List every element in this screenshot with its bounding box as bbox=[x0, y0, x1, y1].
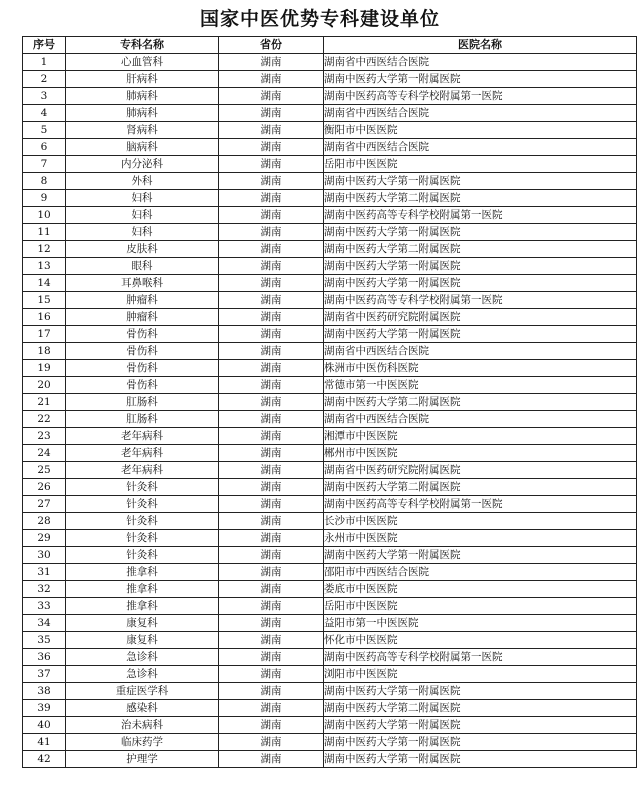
cell-province: 湖南 bbox=[219, 343, 324, 360]
cell-province: 湖南 bbox=[219, 700, 324, 717]
cell-hospital: 衡阳市中医医院 bbox=[324, 122, 637, 139]
cell-hospital: 常德市第一中医医院 bbox=[324, 377, 637, 394]
cell-no: 17 bbox=[23, 326, 66, 343]
cell-province: 湖南 bbox=[219, 88, 324, 105]
cell-hospital: 湖南中医药大学第二附属医院 bbox=[324, 241, 637, 258]
table-row bbox=[23, 71, 637, 88]
table-row bbox=[23, 666, 637, 683]
cell-hospital: 湖南中医药高等专科学校附属第一医院 bbox=[324, 207, 637, 224]
cell-no: 12 bbox=[23, 241, 66, 258]
cell-province: 湖南 bbox=[219, 241, 324, 258]
cell-hospital: 湖南中医药大学第一附属医院 bbox=[324, 717, 637, 734]
cell-hospital: 湖南中医药大学第二附属医院 bbox=[324, 700, 637, 717]
table-row bbox=[23, 564, 637, 581]
specialty-table bbox=[22, 36, 637, 768]
cell-province: 湖南 bbox=[219, 564, 324, 581]
cell-no: 18 bbox=[23, 343, 66, 360]
cell-no: 36 bbox=[23, 649, 66, 666]
cell-no: 15 bbox=[23, 292, 66, 309]
table-row bbox=[23, 156, 637, 173]
cell-specialty: 护理学 bbox=[66, 751, 219, 768]
cell-hospital: 湖南省中西医结合医院 bbox=[324, 54, 637, 71]
cell-specialty: 肺病科 bbox=[66, 88, 219, 105]
table-header-row bbox=[23, 37, 637, 54]
cell-hospital: 湖南中医药大学第一附属医院 bbox=[324, 683, 637, 700]
cell-hospital: 郴州市中医医院 bbox=[324, 445, 637, 462]
cell-hospital: 湖南中医药高等专科学校附属第一医院 bbox=[324, 649, 637, 666]
cell-hospital: 永州市中医医院 bbox=[324, 530, 637, 547]
cell-no: 5 bbox=[23, 122, 66, 139]
cell-no: 11 bbox=[23, 224, 66, 241]
cell-specialty: 肺病科 bbox=[66, 105, 219, 122]
cell-specialty: 针灸科 bbox=[66, 530, 219, 547]
table-row bbox=[23, 54, 637, 71]
cell-specialty: 急诊科 bbox=[66, 666, 219, 683]
cell-no: 27 bbox=[23, 496, 66, 513]
cell-specialty: 外科 bbox=[66, 173, 219, 190]
table-row bbox=[23, 734, 637, 751]
table-row bbox=[23, 683, 637, 700]
cell-no: 31 bbox=[23, 564, 66, 581]
cell-no: 9 bbox=[23, 190, 66, 207]
table-row bbox=[23, 207, 637, 224]
cell-specialty: 感染科 bbox=[66, 700, 219, 717]
cell-hospital: 湖南中医药高等专科学校附属第一医院 bbox=[324, 292, 637, 309]
cell-province: 湖南 bbox=[219, 173, 324, 190]
cell-no: 10 bbox=[23, 207, 66, 224]
table-row bbox=[23, 326, 637, 343]
table-row bbox=[23, 394, 637, 411]
cell-specialty: 肝病科 bbox=[66, 71, 219, 88]
cell-specialty: 脑病科 bbox=[66, 139, 219, 156]
cell-province: 湖南 bbox=[219, 258, 324, 275]
cell-specialty: 推拿科 bbox=[66, 564, 219, 581]
cell-no: 19 bbox=[23, 360, 66, 377]
cell-hospital: 湖南中医药大学第一附属医院 bbox=[324, 734, 637, 751]
cell-specialty: 妇科 bbox=[66, 190, 219, 207]
cell-province: 湖南 bbox=[219, 666, 324, 683]
cell-specialty: 推拿科 bbox=[66, 581, 219, 598]
cell-province: 湖南 bbox=[219, 734, 324, 751]
cell-specialty: 重症医学科 bbox=[66, 683, 219, 700]
table-row bbox=[23, 377, 637, 394]
cell-specialty: 骨伤科 bbox=[66, 360, 219, 377]
cell-hospital: 岳阳市中医医院 bbox=[324, 598, 637, 615]
cell-specialty: 耳鼻喉科 bbox=[66, 275, 219, 292]
cell-province: 湖南 bbox=[219, 122, 324, 139]
cell-specialty: 骨伤科 bbox=[66, 326, 219, 343]
cell-specialty: 老年病科 bbox=[66, 445, 219, 462]
cell-hospital: 湖南中医药大学第二附属医院 bbox=[324, 190, 637, 207]
cell-no: 25 bbox=[23, 462, 66, 479]
cell-no: 38 bbox=[23, 683, 66, 700]
cell-specialty: 治未病科 bbox=[66, 717, 219, 734]
cell-specialty: 急诊科 bbox=[66, 649, 219, 666]
cell-no: 21 bbox=[23, 394, 66, 411]
cell-hospital: 湖南中医药大学第一附属医院 bbox=[324, 326, 637, 343]
cell-no: 23 bbox=[23, 428, 66, 445]
cell-province: 湖南 bbox=[219, 479, 324, 496]
cell-province: 湖南 bbox=[219, 717, 324, 734]
cell-hospital: 湖南中医药大学第一附属医院 bbox=[324, 173, 637, 190]
cell-no: 6 bbox=[23, 139, 66, 156]
cell-no: 34 bbox=[23, 615, 66, 632]
cell-province: 湖南 bbox=[219, 224, 324, 241]
table-row bbox=[23, 751, 637, 768]
table-row bbox=[23, 275, 637, 292]
cell-specialty: 皮肤科 bbox=[66, 241, 219, 258]
cell-specialty: 针灸科 bbox=[66, 479, 219, 496]
cell-province: 湖南 bbox=[219, 309, 324, 326]
cell-specialty: 针灸科 bbox=[66, 496, 219, 513]
cell-specialty: 妇科 bbox=[66, 207, 219, 224]
cell-hospital: 湖南省中医药研究院附属医院 bbox=[324, 462, 637, 479]
cell-specialty: 肾病科 bbox=[66, 122, 219, 139]
table-row bbox=[23, 496, 637, 513]
table-row bbox=[23, 241, 637, 258]
cell-no: 29 bbox=[23, 530, 66, 547]
cell-specialty: 老年病科 bbox=[66, 428, 219, 445]
cell-province: 湖南 bbox=[219, 292, 324, 309]
cell-province: 湖南 bbox=[219, 105, 324, 122]
header-hospital: 医院名称 bbox=[324, 37, 637, 54]
cell-province: 湖南 bbox=[219, 598, 324, 615]
cell-province: 湖南 bbox=[219, 513, 324, 530]
table-row bbox=[23, 343, 637, 360]
cell-no: 37 bbox=[23, 666, 66, 683]
cell-province: 湖南 bbox=[219, 71, 324, 88]
cell-hospital: 湖南中医药高等专科学校附属第一医院 bbox=[324, 496, 637, 513]
cell-province: 湖南 bbox=[219, 615, 324, 632]
cell-province: 湖南 bbox=[219, 275, 324, 292]
cell-specialty: 骨伤科 bbox=[66, 377, 219, 394]
cell-specialty: 内分泌科 bbox=[66, 156, 219, 173]
cell-province: 湖南 bbox=[219, 394, 324, 411]
table-row bbox=[23, 360, 637, 377]
cell-hospital: 浏阳市中医医院 bbox=[324, 666, 637, 683]
table-row bbox=[23, 258, 637, 275]
cell-no: 1 bbox=[23, 54, 66, 71]
cell-specialty: 肛肠科 bbox=[66, 411, 219, 428]
cell-no: 13 bbox=[23, 258, 66, 275]
table-row bbox=[23, 88, 637, 105]
cell-no: 28 bbox=[23, 513, 66, 530]
table-row bbox=[23, 615, 637, 632]
table-row bbox=[23, 105, 637, 122]
cell-hospital: 湖南省中医药研究院附属医院 bbox=[324, 309, 637, 326]
table-row bbox=[23, 428, 637, 445]
cell-no: 41 bbox=[23, 734, 66, 751]
table-row bbox=[23, 462, 637, 479]
cell-province: 湖南 bbox=[219, 496, 324, 513]
cell-no: 39 bbox=[23, 700, 66, 717]
cell-province: 湖南 bbox=[219, 547, 324, 564]
cell-hospital: 益阳市第一中医医院 bbox=[324, 615, 637, 632]
cell-no: 26 bbox=[23, 479, 66, 496]
cell-specialty: 骨伤科 bbox=[66, 343, 219, 360]
cell-province: 湖南 bbox=[219, 751, 324, 768]
cell-hospital: 湖南省中西医结合医院 bbox=[324, 105, 637, 122]
cell-specialty: 老年病科 bbox=[66, 462, 219, 479]
cell-province: 湖南 bbox=[219, 530, 324, 547]
cell-hospital: 湖南中医药大学第二附属医院 bbox=[324, 479, 637, 496]
cell-no: 24 bbox=[23, 445, 66, 462]
cell-hospital: 湖南中医药大学第一附属医院 bbox=[324, 275, 637, 292]
cell-hospital: 湖南中医药大学第一附属医院 bbox=[324, 258, 637, 275]
table-row bbox=[23, 173, 637, 190]
table-row bbox=[23, 530, 637, 547]
cell-province: 湖南 bbox=[219, 190, 324, 207]
table-row bbox=[23, 122, 637, 139]
cell-no: 20 bbox=[23, 377, 66, 394]
cell-province: 湖南 bbox=[219, 581, 324, 598]
table-row bbox=[23, 479, 637, 496]
cell-specialty: 肿瘤科 bbox=[66, 309, 219, 326]
table-row bbox=[23, 717, 637, 734]
table-row bbox=[23, 139, 637, 156]
cell-hospital: 湘潭市中医医院 bbox=[324, 428, 637, 445]
table-row bbox=[23, 513, 637, 530]
cell-no: 3 bbox=[23, 88, 66, 105]
table-row bbox=[23, 411, 637, 428]
cell-province: 湖南 bbox=[219, 428, 324, 445]
cell-province: 湖南 bbox=[219, 156, 324, 173]
cell-no: 7 bbox=[23, 156, 66, 173]
cell-province: 湖南 bbox=[219, 360, 324, 377]
cell-hospital: 湖南中医药大学第一附属医院 bbox=[324, 224, 637, 241]
cell-hospital: 怀化市中医医院 bbox=[324, 632, 637, 649]
cell-no: 33 bbox=[23, 598, 66, 615]
cell-hospital: 湖南省中西医结合医院 bbox=[324, 411, 637, 428]
cell-province: 湖南 bbox=[219, 649, 324, 666]
table-row bbox=[23, 581, 637, 598]
cell-hospital: 娄底市中医医院 bbox=[324, 581, 637, 598]
cell-province: 湖南 bbox=[219, 377, 324, 394]
cell-hospital: 湖南中医药大学第一附属医院 bbox=[324, 547, 637, 564]
cell-no: 2 bbox=[23, 71, 66, 88]
cell-province: 湖南 bbox=[219, 632, 324, 649]
table-row bbox=[23, 309, 637, 326]
cell-specialty: 针灸科 bbox=[66, 513, 219, 530]
header-province: 省份 bbox=[219, 37, 324, 54]
cell-specialty: 妇科 bbox=[66, 224, 219, 241]
table-row bbox=[23, 598, 637, 615]
cell-hospital: 邵阳市中西医结合医院 bbox=[324, 564, 637, 581]
cell-province: 湖南 bbox=[219, 445, 324, 462]
cell-no: 14 bbox=[23, 275, 66, 292]
cell-no: 22 bbox=[23, 411, 66, 428]
cell-no: 30 bbox=[23, 547, 66, 564]
cell-no: 40 bbox=[23, 717, 66, 734]
cell-province: 湖南 bbox=[219, 683, 324, 700]
table-row bbox=[23, 632, 637, 649]
cell-specialty: 眼科 bbox=[66, 258, 219, 275]
cell-no: 16 bbox=[23, 309, 66, 326]
cell-hospital: 湖南省中西医结合医院 bbox=[324, 139, 637, 156]
table-row bbox=[23, 700, 637, 717]
cell-no: 4 bbox=[23, 105, 66, 122]
cell-no: 42 bbox=[23, 751, 66, 768]
cell-specialty: 肿瘤科 bbox=[66, 292, 219, 309]
cell-province: 湖南 bbox=[219, 326, 324, 343]
cell-hospital: 岳阳市中医医院 bbox=[324, 156, 637, 173]
cell-specialty: 康复科 bbox=[66, 615, 219, 632]
cell-specialty: 肛肠科 bbox=[66, 394, 219, 411]
table-body bbox=[23, 54, 637, 768]
table-row bbox=[23, 649, 637, 666]
page-title: 国家中医优势专科建设单位 bbox=[199, 8, 440, 30]
cell-hospital: 长沙市中医医院 bbox=[324, 513, 637, 530]
cell-specialty: 推拿科 bbox=[66, 598, 219, 615]
cell-hospital: 株洲市中医伤科医院 bbox=[324, 360, 637, 377]
header-specialty: 专科名称 bbox=[66, 37, 219, 54]
table-row bbox=[23, 292, 637, 309]
cell-no: 35 bbox=[23, 632, 66, 649]
cell-specialty: 针灸科 bbox=[66, 547, 219, 564]
table-row bbox=[23, 224, 637, 241]
cell-hospital: 湖南中医药大学第一附属医院 bbox=[324, 71, 637, 88]
cell-no: 32 bbox=[23, 581, 66, 598]
cell-specialty: 康复科 bbox=[66, 632, 219, 649]
cell-hospital: 湖南中医药高等专科学校附属第一医院 bbox=[324, 88, 637, 105]
cell-province: 湖南 bbox=[219, 462, 324, 479]
cell-province: 湖南 bbox=[219, 411, 324, 428]
cell-hospital: 湖南省中西医结合医院 bbox=[324, 343, 637, 360]
cell-province: 湖南 bbox=[219, 54, 324, 71]
cell-specialty: 心血管科 bbox=[66, 54, 219, 71]
cell-province: 湖南 bbox=[219, 207, 324, 224]
cell-province: 湖南 bbox=[219, 139, 324, 156]
cell-specialty: 临床药学 bbox=[66, 734, 219, 751]
cell-hospital: 湖南中医药大学第一附属医院 bbox=[324, 751, 637, 768]
table-row bbox=[23, 547, 637, 564]
table-row bbox=[23, 190, 637, 207]
cell-no: 8 bbox=[23, 173, 66, 190]
cell-hospital: 湖南中医药大学第二附属医院 bbox=[324, 394, 637, 411]
header-no: 序号 bbox=[23, 37, 66, 54]
table-row bbox=[23, 445, 637, 462]
